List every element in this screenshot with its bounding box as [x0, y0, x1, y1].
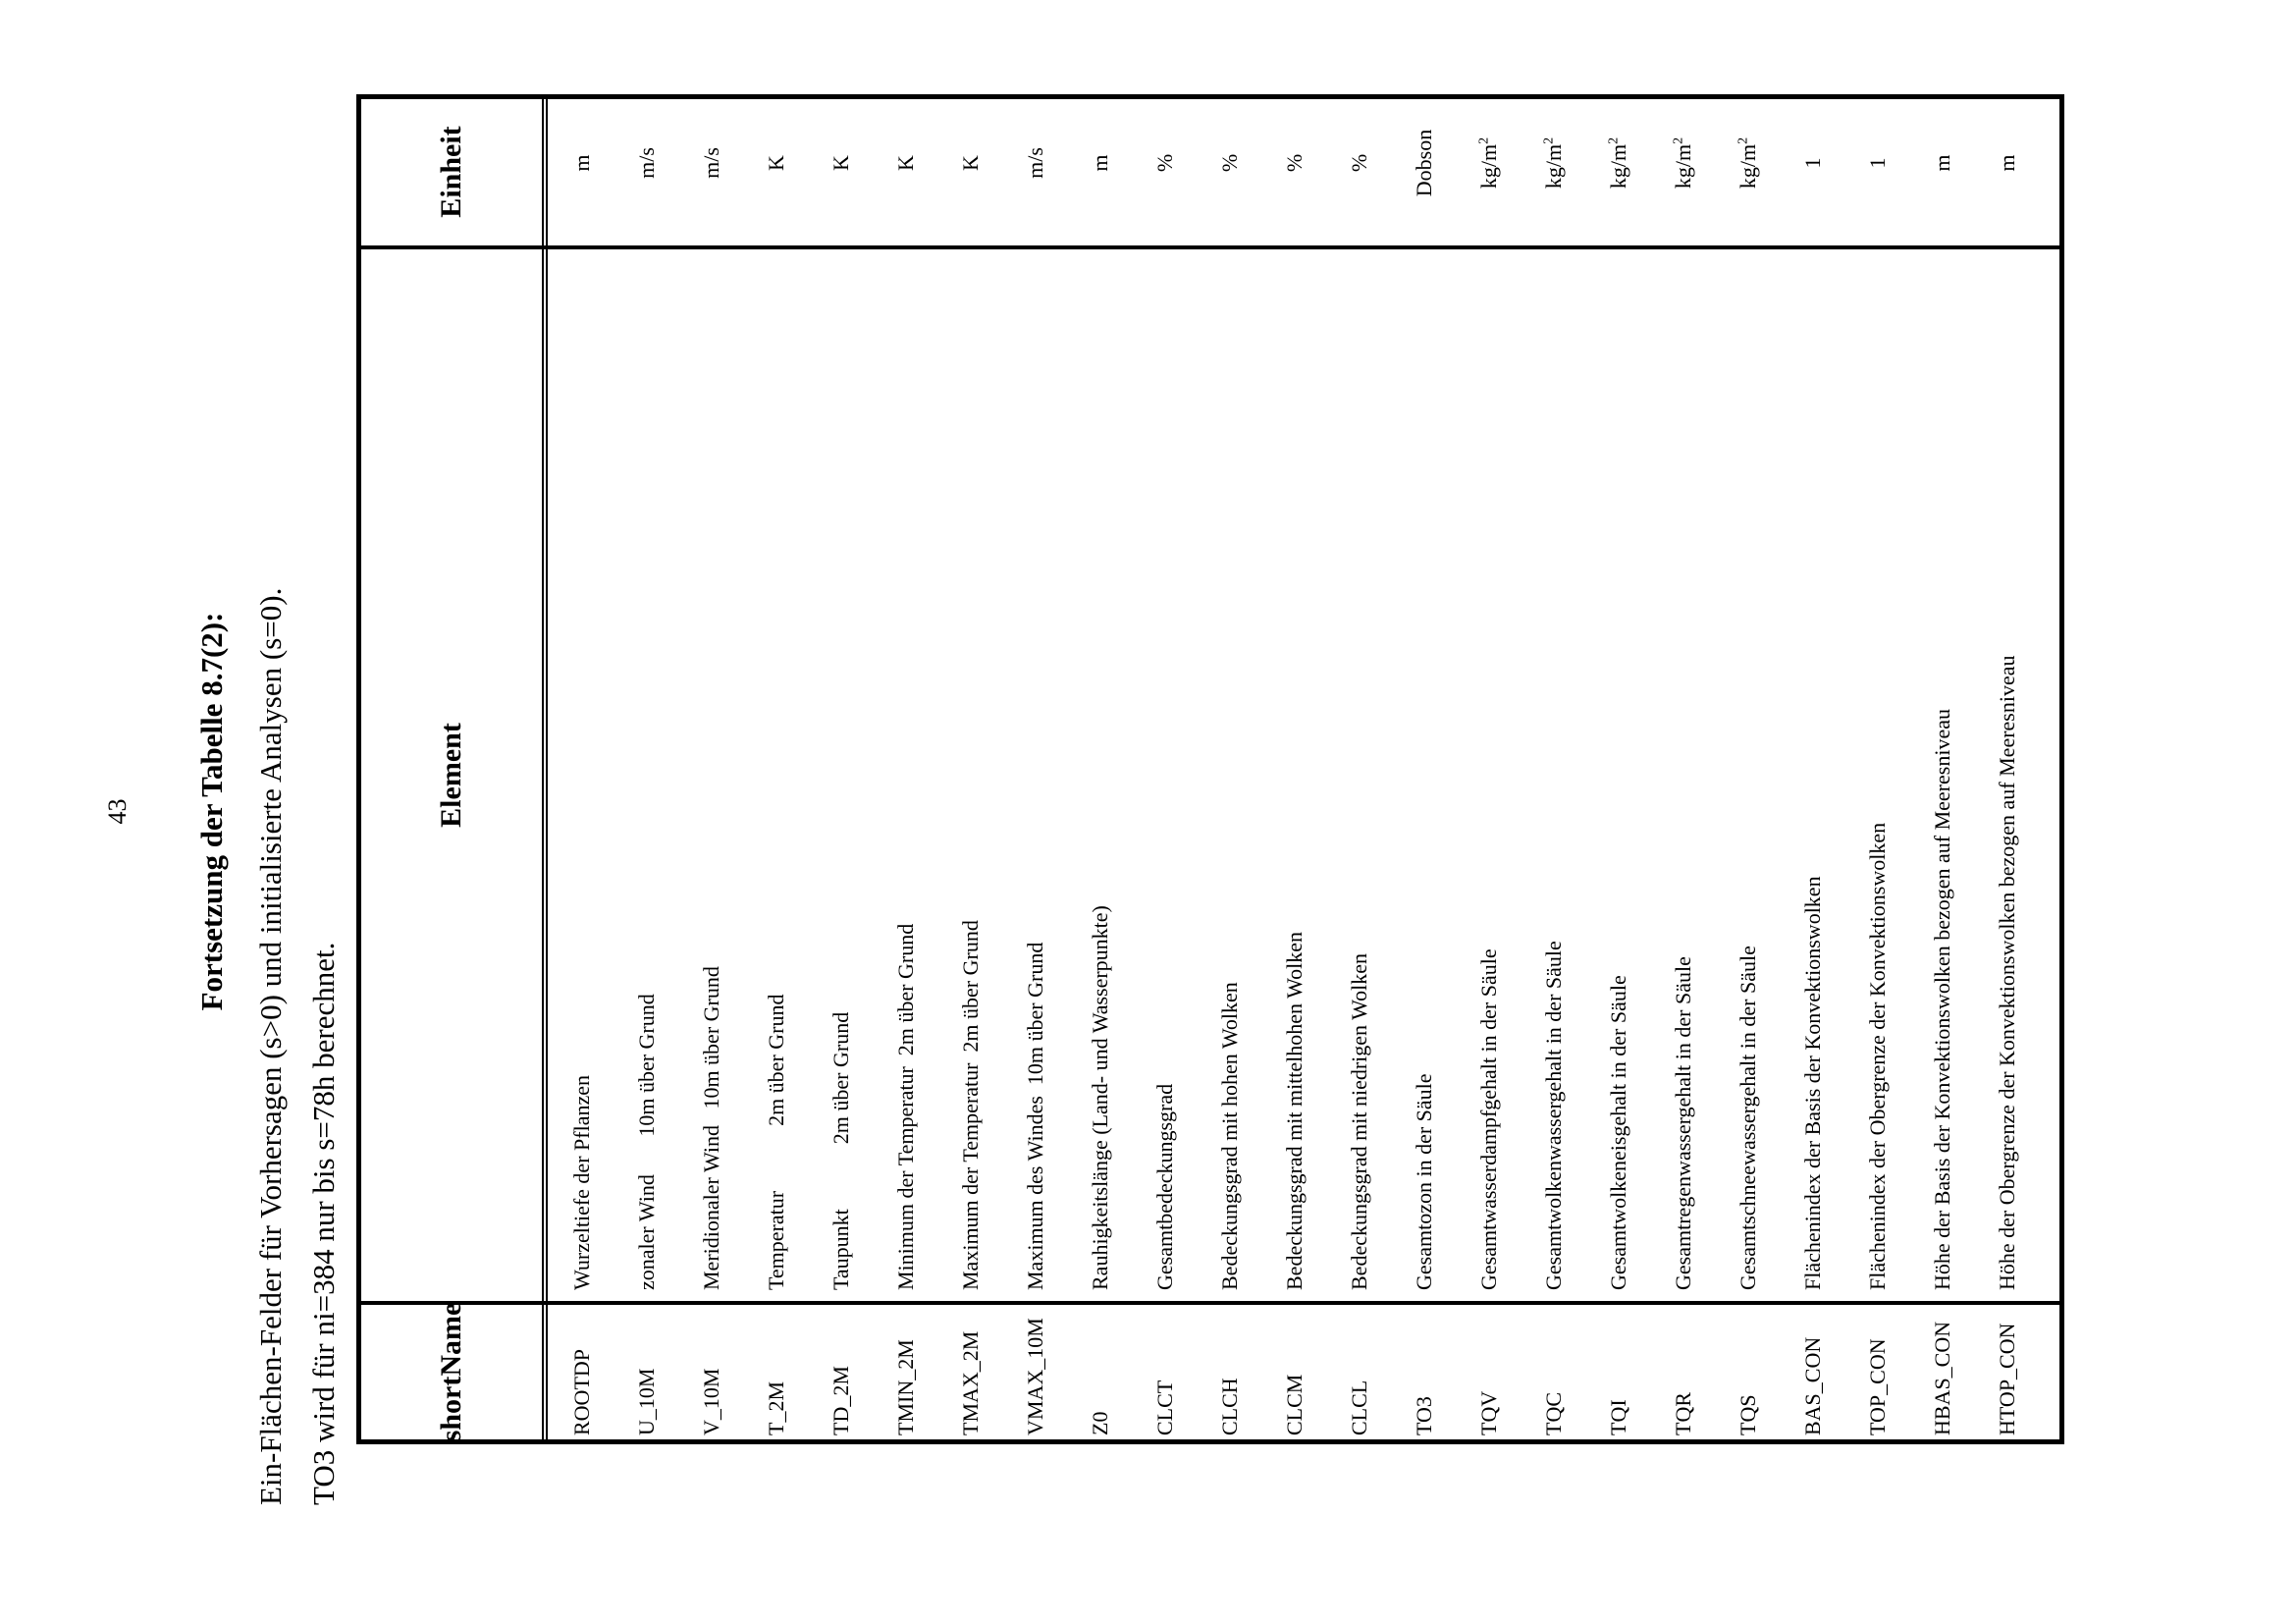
cell-element: Höhe der Basis der Konvektionswolken bezogen auf Meeresniveau [1930, 709, 1954, 1290]
cell-shortname: TOP_CON [1865, 1338, 1890, 1435]
cell-unit [874, 94, 938, 232]
table-continuation-heading: Fortsetzung der Tabelle 8.7(2): [194, 612, 229, 1011]
cell-element: Bedeckungsgrad mit mittelhohen Wolken [1282, 931, 1307, 1290]
cell-unit [1068, 94, 1133, 232]
cell-element: Gesamtwolkenwassergehalt in der Säule [1541, 941, 1566, 1290]
table-row [1262, 99, 1327, 1439]
unit-text: K [764, 155, 788, 171]
cell-element: Gesamtbedeckungsgrad [1152, 1083, 1177, 1290]
table-row [1003, 99, 1068, 1439]
cell-shortname: Z0 [1088, 1411, 1112, 1435]
cell-unit [1845, 94, 1910, 232]
unit-text: K [893, 155, 918, 171]
cell-unit [1975, 94, 2040, 232]
table-row [1198, 99, 1262, 1439]
unit-superscript: 2 [1671, 136, 1686, 144]
cell-unit [1910, 94, 1975, 232]
table-row [550, 99, 614, 1439]
cell-shortname: CLCM [1282, 1374, 1307, 1435]
cell-unit [614, 94, 679, 232]
unit-text: kg/m [1735, 143, 1760, 189]
cell-shortname: V_10M [699, 1368, 723, 1435]
unit-text: m/s [699, 147, 723, 179]
cell-unit [1003, 94, 1068, 232]
cell-unit [1586, 94, 1651, 232]
unit-text: m [569, 154, 594, 172]
table-row [744, 99, 809, 1439]
cell-unit [744, 94, 809, 232]
cell-element: Taupunkt 2m über Grund [828, 1011, 853, 1290]
cell-unit [1457, 94, 1522, 232]
unit-text: m/s [634, 147, 659, 179]
cell-shortname: TQI [1606, 1399, 1630, 1435]
unit-text: K [828, 155, 853, 171]
cell-shortname: CLCL [1347, 1380, 1371, 1435]
cell-shortname: T_2M [764, 1381, 788, 1435]
header-element: Element [435, 723, 467, 828]
unit-text: m/s [1023, 147, 1047, 179]
cell-shortname: TMIN_2M [893, 1339, 918, 1435]
cell-shortname: CLCH [1217, 1378, 1242, 1435]
unit-text: 1 [1865, 157, 1890, 169]
cell-shortname: BAS_CON [1800, 1336, 1825, 1435]
cell-element: Temperatur 2m über Grund [764, 994, 788, 1290]
unit-text: K [958, 155, 983, 171]
unit-text: % [1217, 153, 1242, 173]
page-number: 43 [103, 798, 132, 825]
cell-element: Gesamtwolkeneisgehalt in der Säule [1606, 975, 1630, 1290]
unit-text: % [1282, 153, 1307, 173]
unit-text: kg/m [1541, 143, 1566, 189]
cell-shortname: CLCT [1152, 1380, 1177, 1435]
cell-unit [1133, 94, 1198, 232]
unit-text: kg/m [1671, 143, 1695, 189]
cell-shortname: TQS [1735, 1394, 1760, 1435]
table-row [679, 99, 744, 1439]
cell-element: Gesamtschneewassergehalt in der Säule [1735, 946, 1760, 1290]
table-row [1133, 99, 1198, 1439]
cell-element: Gesamtwasserdampfgehalt in der Säule [1476, 948, 1501, 1290]
cell-shortname: TMAX_2M [958, 1330, 983, 1435]
table-row [614, 99, 679, 1439]
table-row [1910, 99, 1975, 1439]
unit-text: Dobson [1412, 129, 1436, 197]
table-row [874, 99, 938, 1439]
table-row [1651, 99, 1716, 1439]
unit-superscript: 2 [1606, 136, 1622, 144]
cell-shortname: TO3 [1412, 1396, 1436, 1435]
cell-element: Bedeckungsgrad mit hohen Wolken [1217, 982, 1242, 1290]
unit-text: kg/m [1606, 143, 1630, 189]
unit-superscript: 2 [1735, 136, 1751, 144]
cell-shortname: TQC [1541, 1392, 1566, 1435]
table-row [1068, 99, 1133, 1439]
unit-superscript: 2 [1541, 136, 1557, 144]
unit-text: m [1088, 154, 1112, 172]
fields-table [356, 94, 2064, 1444]
table-header-row [361, 99, 548, 1442]
header-shortname: shortName [435, 1302, 467, 1442]
table-row [1457, 99, 1522, 1439]
cell-element: Wurzeltiefe der Pflanzen [569, 1075, 594, 1290]
cell-shortname: TQV [1476, 1390, 1501, 1435]
cell-element: Höhe der Obergrenze der Konvektionswolken bezogen auf Meeresniveau [1995, 655, 2019, 1290]
cell-unit [1781, 94, 1845, 232]
cell-element: Flächenindex der Obergrenze der Konvektionswolken [1865, 822, 1890, 1290]
table-row [1586, 99, 1651, 1439]
unit-text: kg/m [1476, 143, 1501, 189]
cell-unit [1327, 94, 1392, 232]
intro-line-1: Ein-Flächen-Felder für Vorhersagen (s>0) und initialisierte Analysen (s=0). [253, 587, 288, 1505]
cell-element: Maximum der Temperatur 2m über Grund [958, 920, 983, 1290]
cell-shortname: TD_2M [828, 1366, 853, 1435]
table-row [1975, 99, 2040, 1439]
cell-unit [1651, 94, 1716, 232]
cell-unit [1522, 94, 1586, 232]
table-row [1392, 99, 1457, 1439]
table-row [938, 99, 1003, 1439]
table-row [1327, 99, 1392, 1439]
cell-element: Gesamtozon in der Säule [1412, 1073, 1436, 1290]
unit-text: m [1930, 154, 1954, 172]
unit-text: 1 [1800, 157, 1825, 169]
cell-element: Minimum der Temperatur 2m über Grund [893, 923, 918, 1290]
unit-text: % [1152, 153, 1177, 173]
cell-unit [938, 94, 1003, 232]
unit-text: m [1995, 154, 2019, 172]
intro-line-2: TO3 wird für ni=384 nur bis s=78h berechnet. [306, 942, 341, 1505]
cell-shortname: HBAS_CON [1930, 1321, 1954, 1435]
cell-element: Meridionaler Wind 10m über Grund [699, 966, 723, 1290]
cell-shortname: ROOTDP [569, 1348, 594, 1435]
cell-element: Flächenindex der Basis der Konvektionswolken [1800, 876, 1825, 1290]
cell-unit [679, 94, 744, 232]
cell-shortname: TQR [1671, 1392, 1695, 1435]
cell-shortname: VMAX_10M [1023, 1318, 1047, 1435]
unit-superscript: 2 [1476, 136, 1492, 144]
table-row [1522, 99, 1586, 1439]
cell-element: Gesamtregenwassergehalt in der Säule [1671, 956, 1695, 1290]
cell-element: zonaler Wind 10m über Grund [634, 994, 659, 1290]
table-row [1781, 99, 1845, 1439]
table-row [1716, 99, 1781, 1439]
unit-text: % [1347, 153, 1371, 173]
table-row [809, 99, 874, 1439]
cell-unit [1716, 94, 1781, 232]
cell-element: Rauhigkeitslänge (Land- und Wasserpunkte) [1088, 905, 1112, 1290]
cell-unit [550, 94, 614, 232]
cell-unit [1392, 94, 1457, 232]
cell-shortname: U_10M [634, 1368, 659, 1435]
cell-element: Bedeckungsgrad mit niedrigen Wolken [1347, 952, 1371, 1290]
table-row [1845, 99, 1910, 1439]
cell-shortname: HTOP_CON [1995, 1323, 2019, 1435]
header-unit: Einheit [435, 126, 467, 218]
cell-unit [809, 94, 874, 232]
cell-unit [1198, 94, 1262, 232]
cell-element: Maximum des Windes 10m über Grund [1023, 942, 1047, 1290]
cell-unit [1262, 94, 1327, 232]
